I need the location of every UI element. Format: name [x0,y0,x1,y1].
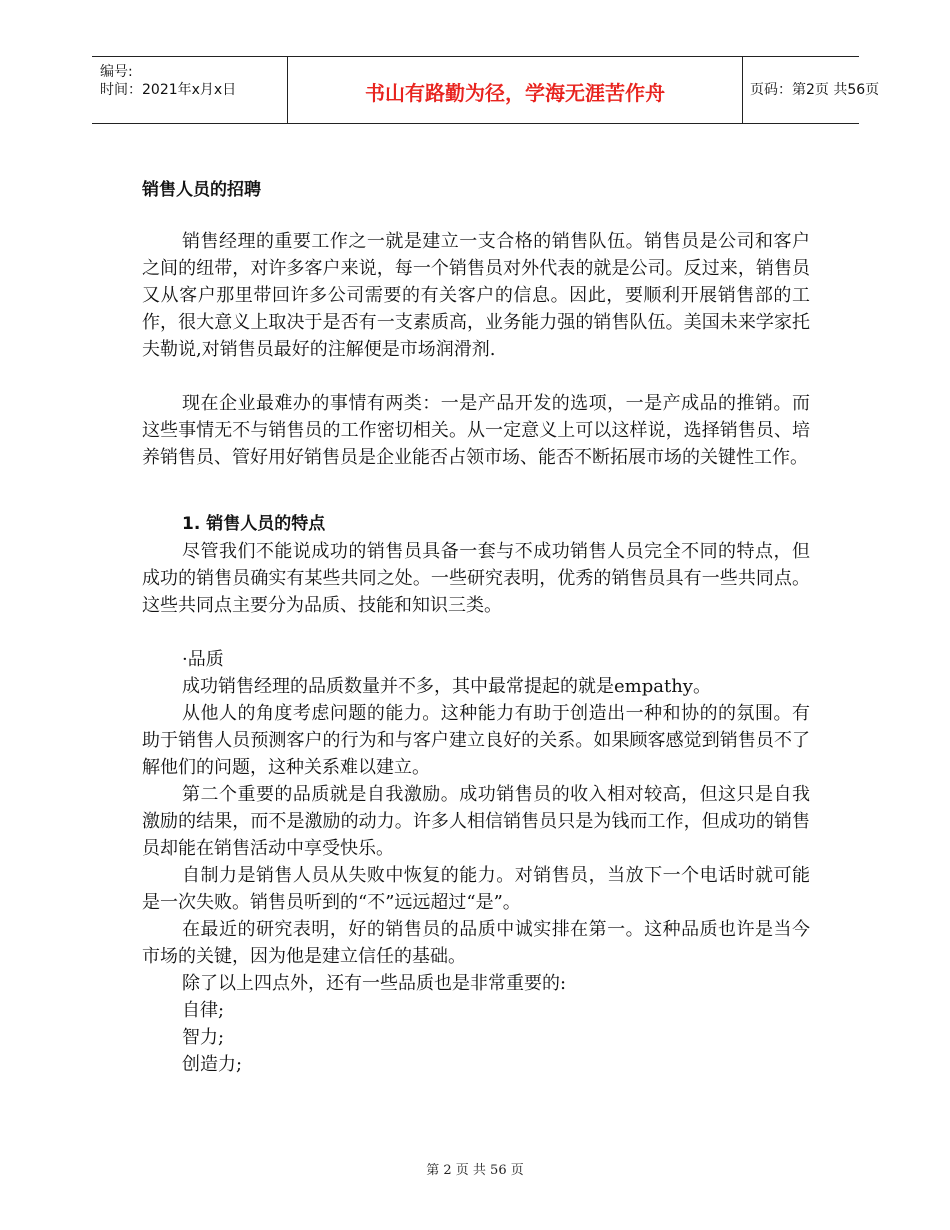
section-heading: 1. 销售人员的特点 [182,514,326,534]
header-motto-cell [287,57,743,123]
paragraph-difficulties: 现在企业最难办的事情有两类：一是产品开发的选项，一是产成品的推销。而这些事情无不与销售员的工作密切相关。从一定意义上可以这样说，选择销售员、培养销售员、管好用好销售员是企业能否占领市场、能否不断拓展市场的关键性工作。 [142,393,810,468]
paragraph-self-control: 自制力是销售人员从失败中恢复的能力。对销售员，当放下一个电话时就可能是一次失败。销售员听到的“不”远远超过“是”。 [142,865,810,913]
document-number-label: 编号: [100,64,133,80]
document-title: 销售人员的招聘 [142,180,261,200]
paragraph-other-qualities: 除了以上四点外，还有一些品质也是非常重要的: [182,973,567,994]
list-item: 自律; [182,1000,225,1021]
document-time-label: 时间：2021年x月x日 [100,82,237,98]
header-motto: 书山有路勤为径，学海无涯苦作舟 [365,81,665,105]
bullet-quality: ·品质 [182,649,224,670]
page-header [92,56,880,124]
list-item: 创造力; [182,1054,243,1075]
header-meta-cell [92,57,287,123]
paragraph-self-motivation: 第二个重要的品质就是自我激励。成功销售员的收入相对较高，但这只是自我激励的结果，而不是激励的动力。许多人相信销售员只是为钱而工作，但成功的销售员却能在销售活动中享受快乐。 [142,784,810,859]
header-page-cell [742,57,880,123]
paragraph-intro: 销售经理的重要工作之一就是建立一支合格的销售队伍。销售员是公司和客户之间的纽带，对许多客户来说，每一个销售员对外代表的就是公司。反过来，销售员又从客户那里带回许多公司需要的有关客户的信息。因此，要顺利开展销售部的工作，很大意义上取决于是否有一支素质高，业务能力强的销售队伍。美国未来学家托夫勒说,对销售员最好的注解便是市场润滑剂. [142,231,810,360]
paragraph-perspective: 从他人的角度考虑问题的能力。这种能力有助于创造出一种和协的的氛围。有助于销售人员预测客户的行为和与客户建立良好的关系。如果顾客感觉到销售员不了解他们的问题，这种关系难以建立。 [142,703,810,778]
paragraph-empathy: 成功销售经理的品质数量并不多，其中最常提起的就是empathy。 [182,676,711,697]
paragraph-common-traits: 尽管我们不能说成功的销售员具备一套与不成功销售人员完全不同的特点，但成功的销售员确实有某些共同之处。一些研究表明，优秀的销售员具有一些共同点。这些共同点主要分为品质、技能和知识三类。 [142,541,810,616]
list-item: 智力; [182,1027,225,1048]
page-footer: 第 2 页 共 56 页 [426,1163,524,1178]
header-page-info: 页码：第2页 共56页 [750,82,880,98]
paragraph-honesty: 在最近的研究表明，好的销售员的品质中诚实排在第一。这种品质也许是当今市场的关键，因为他是建立信任的基础。 [142,919,810,967]
